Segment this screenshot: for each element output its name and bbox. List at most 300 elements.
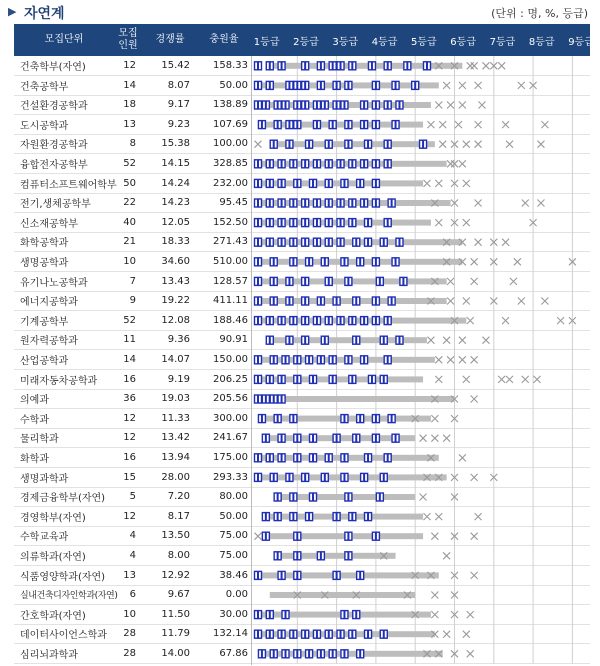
cell-unit: 유기나노공학과 — [20, 277, 88, 289]
cell-unit: 화학과 — [20, 454, 49, 465]
fail-mark — [502, 121, 509, 128]
pass-mark-fill — [347, 552, 349, 560]
cell-competition: 15.38 — [161, 138, 190, 150]
cell-fill-rate: 50.00 — [219, 79, 248, 91]
fail-mark — [427, 121, 434, 128]
cell-competition: 14.15 — [161, 158, 190, 169]
pass-mark-fill — [257, 356, 259, 364]
pass-mark-fill — [257, 611, 259, 619]
cell-unit: 에너지공학과 — [20, 297, 78, 309]
pass-mark-fill — [292, 415, 294, 423]
cell-fill-rate: 100.00 — [213, 138, 248, 150]
pass-mark-fill — [351, 375, 353, 383]
fail-mark — [443, 631, 450, 638]
pass-mark-fill — [383, 375, 385, 383]
pass-mark-fill — [257, 219, 259, 227]
pass-mark-fill — [257, 571, 259, 579]
header-fill-rate: 충원율 — [209, 34, 239, 45]
pass-mark-fill — [324, 258, 326, 266]
pass-mark-fill — [257, 179, 259, 187]
pass-mark-fill — [312, 493, 314, 501]
pass-mark-fill — [395, 258, 397, 266]
pass-mark-fill — [363, 121, 365, 129]
fail-mark — [463, 376, 470, 383]
pass-mark-fill — [281, 571, 283, 579]
cell-competition: 9.19 — [167, 373, 190, 385]
pass-mark-fill — [343, 179, 345, 187]
pass-mark-fill — [328, 199, 330, 207]
pass-mark-fill — [340, 62, 342, 70]
cell-unit: 생명과학과 — [20, 473, 69, 485]
fail-mark — [435, 376, 442, 383]
pass-mark-fill — [324, 336, 326, 344]
pass-mark-fill — [296, 81, 298, 89]
pass-mark-fill — [343, 473, 345, 481]
cell-unit: 물리학과 — [20, 434, 59, 446]
pass-mark-fill — [367, 454, 369, 462]
cell-fill-rate: 30.00 — [219, 608, 248, 620]
pass-mark-fill — [292, 238, 294, 246]
pass-mark-fill — [375, 179, 377, 187]
pass-mark-fill — [292, 317, 294, 325]
pass-mark-fill — [257, 81, 259, 89]
pass-mark-fill — [281, 219, 283, 227]
pass-mark-fill — [324, 101, 326, 109]
pass-mark-fill — [273, 356, 275, 364]
cell-fill-rate: 271.43 — [213, 236, 248, 248]
fail-mark — [537, 200, 544, 207]
pass-mark-fill — [304, 101, 306, 109]
cell-competition: 12.92 — [161, 569, 190, 581]
gray-band-mark — [262, 533, 423, 539]
fail-mark — [427, 337, 434, 344]
gray-band-mark — [270, 592, 415, 598]
cell-fill-rate: 107.69 — [213, 118, 248, 130]
pass-mark-fill — [320, 650, 322, 658]
pass-mark-fill — [316, 219, 318, 227]
pass-mark-fill — [398, 238, 400, 246]
fail-mark — [431, 592, 438, 599]
fail-mark — [435, 513, 442, 520]
pass-mark-fill — [281, 375, 283, 383]
fail-mark — [498, 62, 505, 69]
title-arrow-icon: ▶ — [8, 5, 17, 18]
cell-quota: 10 — [123, 608, 136, 620]
fail-mark — [455, 121, 462, 128]
fail-mark — [447, 356, 454, 363]
pass-mark-fill — [281, 434, 283, 442]
pass-mark-fill — [269, 611, 271, 619]
pass-mark-fill — [379, 277, 381, 285]
pass-mark-fill — [261, 415, 263, 423]
cell-competition: 9.36 — [167, 334, 190, 346]
pass-mark-fill — [336, 297, 338, 305]
fail-mark — [255, 533, 262, 540]
cell-quota: 12 — [123, 510, 136, 522]
pass-mark-fill — [312, 454, 314, 462]
pass-mark-fill — [355, 238, 357, 246]
cell-fill-rate: 328.85 — [213, 158, 248, 169]
pass-mark-fill — [340, 160, 342, 168]
fail-mark — [522, 200, 529, 207]
fail-mark — [431, 415, 438, 422]
pass-mark-fill — [328, 160, 330, 168]
pass-mark-fill — [328, 238, 330, 246]
unit-note: (단위 : 명, %, 등급) — [491, 7, 588, 20]
pass-mark-fill — [387, 317, 389, 325]
pass-mark-fill — [351, 513, 353, 521]
cell-fill-rate: 175.00 — [213, 452, 248, 463]
cell-unit: 도시공학과 — [20, 120, 69, 132]
pass-mark-fill — [296, 434, 298, 442]
fail-mark — [459, 82, 466, 89]
pass-mark-fill — [328, 140, 330, 148]
pass-mark-fill — [375, 258, 377, 266]
cell-competition: 9.23 — [167, 118, 190, 130]
cell-fill-rate: 0.00 — [225, 589, 248, 601]
cell-competition: 11.50 — [161, 608, 190, 620]
cell-quota: 9 — [129, 295, 136, 307]
pass-mark-fill — [363, 160, 365, 168]
pass-mark-fill — [288, 473, 290, 481]
pass-mark-fill — [406, 62, 408, 70]
pass-mark-fill — [261, 650, 263, 658]
pass-mark-fill — [351, 160, 353, 168]
cell-quota: 52 — [123, 314, 136, 326]
pass-mark-fill — [347, 121, 349, 129]
pass-mark-fill — [281, 454, 283, 462]
pass-mark-fill — [371, 62, 373, 70]
cell-unit: 간호학과(자연) — [20, 610, 86, 622]
pass-mark-fill — [316, 160, 318, 168]
cell-competition: 12.05 — [161, 216, 190, 228]
pass-mark-fill — [308, 356, 310, 364]
cell-unit: 생명공학과 — [20, 258, 69, 269]
pass-mark-fill — [269, 62, 271, 70]
pass-mark-fill — [387, 140, 389, 148]
pass-mark-fill — [292, 258, 294, 266]
fail-mark — [443, 435, 450, 442]
fail-mark — [447, 298, 454, 305]
fail-mark — [482, 337, 489, 344]
cell-fill-rate: 132.14 — [213, 628, 248, 640]
cell-competition: 8.17 — [167, 510, 190, 522]
pass-mark-fill — [257, 258, 259, 266]
pass-mark-fill — [387, 454, 389, 462]
pass-mark-fill — [285, 101, 287, 109]
fail-mark — [435, 102, 442, 109]
cell-quota: 12 — [123, 432, 136, 444]
cell-fill-rate: 510.00 — [213, 256, 248, 267]
pass-mark-fill — [391, 415, 393, 423]
pass-mark-fill — [347, 532, 349, 540]
pass-mark-fill — [296, 356, 298, 364]
pass-mark-fill — [257, 277, 259, 285]
cell-competition: 13.43 — [161, 275, 190, 287]
pass-mark-fill — [269, 375, 271, 383]
pass-mark-fill — [367, 238, 369, 246]
pass-mark-fill — [367, 630, 369, 638]
pass-mark-fill — [265, 434, 267, 442]
pass-mark-fill — [371, 375, 373, 383]
fail-mark — [463, 298, 470, 305]
pass-mark-fill — [285, 356, 287, 364]
pass-mark-fill — [340, 238, 342, 246]
pass-mark-fill — [308, 140, 310, 148]
pass-mark-fill — [395, 121, 397, 129]
pass-mark-fill — [336, 571, 338, 579]
pass-mark-fill — [328, 317, 330, 325]
fail-mark — [431, 533, 438, 540]
fail-mark — [435, 219, 442, 226]
fail-mark — [475, 121, 482, 128]
fail-mark — [471, 396, 478, 403]
cell-quota: 28 — [123, 648, 136, 659]
cell-competition: 12.08 — [161, 314, 190, 326]
pass-mark-fill — [265, 395, 267, 403]
pass-mark-fill — [304, 238, 306, 246]
pass-mark-fill — [308, 650, 310, 658]
cell-fill-rate: 75.00 — [219, 530, 248, 542]
pass-mark-fill — [304, 62, 306, 70]
pass-mark-fill — [320, 62, 322, 70]
pass-mark-fill — [257, 199, 259, 207]
cell-competition: 14.23 — [161, 197, 190, 209]
pass-mark-fill — [363, 199, 365, 207]
fail-mark — [443, 337, 450, 344]
pass-mark-fill — [375, 101, 377, 109]
pass-mark-fill — [343, 258, 345, 266]
fail-mark — [467, 62, 474, 69]
pass-mark-fill — [336, 81, 338, 89]
pass-mark-fill — [387, 101, 389, 109]
pass-mark-fill — [296, 552, 298, 560]
pass-mark-fill — [383, 630, 385, 638]
cell-competition: 8.00 — [167, 550, 190, 561]
cell-fill-rate: 411.11 — [213, 295, 248, 307]
cell-quota: 16 — [123, 452, 136, 463]
pass-mark-fill — [347, 140, 349, 148]
cell-unit: 미래자동차공학과 — [20, 375, 98, 387]
cell-fill-rate: 138.89 — [213, 99, 248, 111]
pass-mark-fill — [347, 81, 349, 89]
pass-mark-fill — [288, 121, 290, 129]
pass-mark-fill — [265, 101, 267, 109]
pass-mark-fill — [281, 238, 283, 246]
pass-mark-fill — [304, 81, 306, 89]
fail-mark — [479, 102, 486, 109]
header-grade-1: 1등급 — [253, 36, 280, 48]
cell-quota: 5 — [129, 491, 136, 503]
pass-mark-fill — [308, 513, 310, 521]
pass-mark-fill — [288, 336, 290, 344]
pass-mark-fill — [304, 219, 306, 227]
pass-mark-fill — [347, 356, 349, 364]
fail-mark — [467, 611, 474, 618]
cell-quota: 50 — [123, 177, 136, 189]
gray-band-mark — [266, 63, 463, 69]
pass-mark-fill — [265, 513, 267, 521]
pass-mark-fill — [343, 611, 345, 619]
pass-mark-fill — [398, 336, 400, 344]
header-unit: 모집단위 — [44, 34, 84, 45]
pass-mark-fill — [308, 258, 310, 266]
fail-mark — [443, 82, 450, 89]
pass-mark-fill — [269, 454, 271, 462]
fail-mark — [435, 356, 442, 363]
cell-quota: 8 — [129, 138, 136, 150]
pass-mark-fill — [277, 121, 279, 129]
cell-unit: 전기,생체공학부 — [20, 199, 91, 211]
pass-mark-fill — [296, 650, 298, 658]
cell-fill-rate: 205.56 — [213, 393, 248, 405]
pass-mark-fill — [296, 532, 298, 540]
cell-unit: 건설환경공학과 — [20, 101, 88, 113]
cell-unit: 신소재공학부 — [20, 218, 78, 230]
pass-mark-fill — [277, 513, 279, 521]
fail-mark — [423, 180, 430, 187]
pass-mark-fill — [296, 375, 298, 383]
fail-mark — [502, 317, 509, 324]
pass-mark-fill — [292, 219, 294, 227]
pass-mark-fill — [281, 62, 283, 70]
cell-unit: 식품영양학과(자연) — [20, 571, 106, 583]
pass-mark-fill — [332, 650, 334, 658]
cell-fill-rate: 128.57 — [213, 275, 248, 287]
cell-competition: 9.17 — [167, 99, 190, 111]
pass-mark-fill — [281, 179, 283, 187]
pass-mark-fill — [414, 81, 416, 89]
header-quota: 모집 인원 — [118, 28, 138, 51]
pass-mark-fill — [375, 532, 377, 540]
cell-competition: 11.33 — [161, 412, 190, 424]
cell-unit: 건축학부(자연) — [20, 62, 86, 73]
pass-mark-fill — [257, 62, 259, 70]
pass-mark-fill — [304, 297, 306, 305]
pass-mark-fill — [383, 473, 385, 481]
header-grade-5: 5등급 — [410, 36, 437, 48]
pass-mark-fill — [312, 179, 314, 187]
cell-unit: 기계공학부 — [20, 316, 69, 328]
header-grade-4: 4등급 — [371, 36, 398, 48]
cell-competition: 18.33 — [161, 236, 190, 248]
pass-mark-fill — [328, 179, 330, 187]
fail-mark — [471, 474, 478, 481]
pass-mark-fill — [363, 101, 365, 109]
cell-competition: 19.03 — [161, 393, 190, 405]
pass-mark-fill — [281, 199, 283, 207]
pass-mark-fill — [277, 552, 279, 560]
fail-mark — [502, 239, 509, 246]
fail-mark — [518, 298, 525, 305]
fail-mark — [475, 200, 482, 207]
pass-mark-fill — [296, 454, 298, 462]
cell-fill-rate: 75.00 — [219, 550, 248, 561]
cell-unit: 데이터사이언스학과 — [20, 630, 107, 642]
pass-mark-fill — [292, 160, 294, 168]
pass-mark-fill — [304, 317, 306, 325]
pass-mark-fill — [273, 297, 275, 305]
cell-quota: 16 — [123, 373, 136, 385]
fail-mark — [459, 102, 466, 109]
pass-mark-fill — [273, 395, 275, 403]
fail-mark — [534, 376, 541, 383]
pass-mark-fill — [277, 493, 279, 501]
cell-competition: 9.67 — [167, 589, 190, 601]
pass-mark-fill — [316, 317, 318, 325]
cell-unit: 의예과 — [20, 395, 49, 407]
pass-mark-fill — [288, 297, 290, 305]
pass-mark-fill — [304, 336, 306, 344]
pass-mark-fill — [320, 81, 322, 89]
pass-mark-fill — [277, 415, 279, 423]
pass-mark-fill — [304, 473, 306, 481]
header-grade-2: 2등급 — [293, 36, 319, 48]
fail-mark — [447, 160, 454, 167]
pass-mark-fill — [288, 140, 290, 148]
pass-mark-fill — [257, 395, 259, 403]
pass-mark-fill — [351, 62, 353, 70]
cell-unit: 의류학과(자연) — [20, 552, 86, 563]
pass-mark-fill — [375, 434, 377, 442]
pass-mark-fill — [387, 62, 389, 70]
pass-mark-fill — [351, 630, 353, 638]
cell-quota: 7 — [129, 275, 136, 287]
fail-mark — [443, 552, 450, 559]
fail-mark — [471, 356, 478, 363]
pass-mark-fill — [359, 415, 361, 423]
fail-mark — [506, 141, 513, 148]
pass-mark-fill — [359, 650, 361, 658]
fail-mark — [463, 141, 470, 148]
fail-mark — [459, 337, 466, 344]
fail-mark — [471, 278, 478, 285]
pass-mark-fill — [355, 611, 357, 619]
pass-mark-fill — [355, 336, 357, 344]
cell-unit: 경제금융학부(자연) — [20, 493, 106, 505]
cell-quota: 4 — [129, 530, 136, 542]
cell-quota: 11 — [123, 334, 136, 346]
cell-competition: 19.22 — [161, 295, 190, 307]
pass-mark-fill — [359, 571, 361, 579]
pass-mark-fill — [320, 552, 322, 560]
cell-unit: 실내건축디자인학과(자연) — [20, 591, 118, 602]
cell-competition: 15.42 — [161, 60, 190, 71]
pass-mark-fill — [273, 258, 275, 266]
pass-mark-fill — [398, 101, 400, 109]
fail-mark — [467, 650, 474, 657]
pass-mark-fill — [375, 121, 377, 129]
pass-mark-fill — [387, 160, 389, 168]
fail-mark — [510, 278, 517, 285]
pass-mark-fill — [367, 219, 369, 227]
pass-mark-fill — [288, 277, 290, 285]
header-grade-9: 9등급 — [568, 36, 594, 48]
pass-mark-fill — [328, 630, 330, 638]
fail-mark — [463, 180, 470, 187]
pass-mark-fill — [426, 62, 428, 70]
pass-mark-fill — [292, 199, 294, 207]
pass-mark-fill — [383, 336, 385, 344]
cell-fill-rate: 67.86 — [219, 648, 248, 659]
cell-competition: 13.50 — [161, 530, 190, 542]
pass-mark-fill — [332, 375, 334, 383]
cell-quota: 40 — [123, 216, 136, 228]
pass-mark-fill — [355, 297, 357, 305]
fail-mark — [459, 356, 466, 363]
pass-mark-fill — [269, 336, 271, 344]
cell-quota: 22 — [123, 197, 136, 209]
